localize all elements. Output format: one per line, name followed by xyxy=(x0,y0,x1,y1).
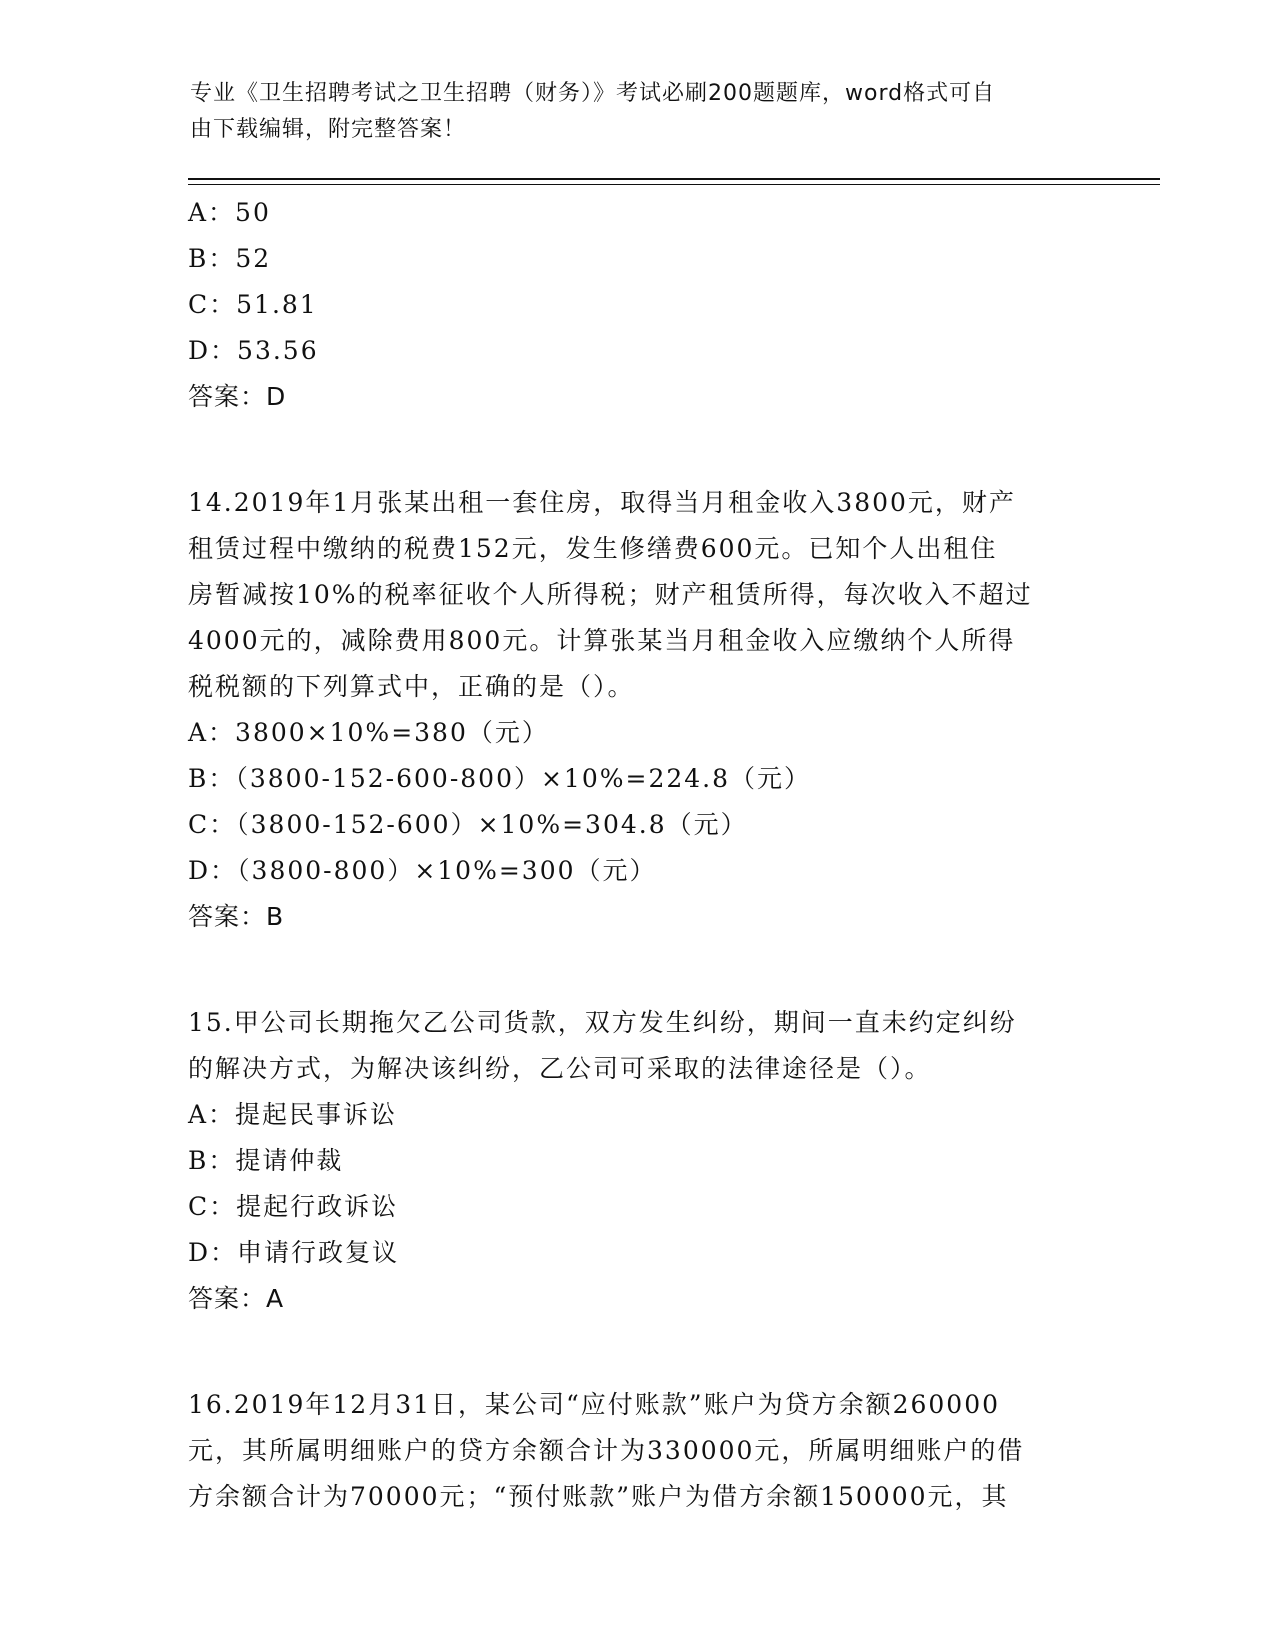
header-line-1: 专业《卫生招聘考试之卫生招聘（财务）》考试必刷200题题库，word格式可自 xyxy=(190,81,996,106)
document-body xyxy=(188,190,1088,1520)
header-divider-thick xyxy=(188,178,1160,180)
answer: 答案：B xyxy=(188,902,285,931)
header-divider-thin xyxy=(188,184,1160,185)
option-c: C：提起行政诉讼 xyxy=(188,1192,399,1221)
question-text-line: 的解决方式，为解决该纠纷，乙公司可采取的法律途径是（）。 xyxy=(188,1054,932,1083)
option-b: B：52 xyxy=(188,244,272,273)
option-b: B：提请仲裁 xyxy=(188,1146,344,1175)
question-text-line: 4000元的，减除费用800元。计算张某当月租金收入应缴纳个人所得 xyxy=(188,626,1016,655)
question-13 xyxy=(188,190,1088,420)
question-text-line: 租赁过程中缴纳的税费152元，发生修缮费600元。已知个人出租住 xyxy=(188,534,998,563)
question-text-line: 元，其所属明细账户的贷方余额合计为330000元，所属明细账户的借 xyxy=(188,1436,1025,1465)
document-header xyxy=(190,76,1070,148)
answer: 答案：D xyxy=(188,382,287,411)
spacer xyxy=(188,1322,1088,1382)
question-text-line: 15.甲公司长期拖欠乙公司货款，双方发生纠纷，期间一直未约定纠纷 xyxy=(188,1008,1017,1037)
option-a: A：50 xyxy=(188,198,271,227)
option-d: D：（3800-800）×10%=300（元） xyxy=(188,856,657,885)
question-14 xyxy=(188,480,1088,940)
option-b: B：（3800-152-600-800）×10%=224.8（元） xyxy=(188,764,812,793)
option-c: C：（3800-152-600）×10%=304.8（元） xyxy=(188,810,748,839)
question-15 xyxy=(188,1000,1088,1322)
question-text-line: 16.2019年12月31日，某公司“应付账款”账户为贷方余额260000 xyxy=(188,1390,1001,1419)
question-text-line: 方余额合计为70000元；“预付账款”账户为借方余额150000元，其 xyxy=(188,1482,1009,1511)
answer: 答案：A xyxy=(188,1284,285,1313)
question-16 xyxy=(188,1382,1088,1520)
option-d: D：53.56 xyxy=(188,336,319,365)
option-d: D：申请行政复议 xyxy=(188,1238,400,1267)
spacer xyxy=(188,420,1088,480)
option-c: C：51.81 xyxy=(188,290,318,319)
question-text-line: 房暂减按10%的税率征收个人所得税；财产租赁所得，每次收入不超过 xyxy=(188,580,1033,609)
question-text-line: 税税额的下列算式中，正确的是（）。 xyxy=(188,672,635,701)
question-text-line: 14.2019年1月张某出租一套住房，取得当月租金收入3800元，财产 xyxy=(188,488,1016,517)
option-a: A：提起民事诉讼 xyxy=(188,1100,398,1129)
spacer xyxy=(188,940,1088,1000)
header-line-2: 由下载编辑，附完整答案！ xyxy=(190,117,467,142)
option-a: A：3800×10%=380（元） xyxy=(188,718,549,747)
